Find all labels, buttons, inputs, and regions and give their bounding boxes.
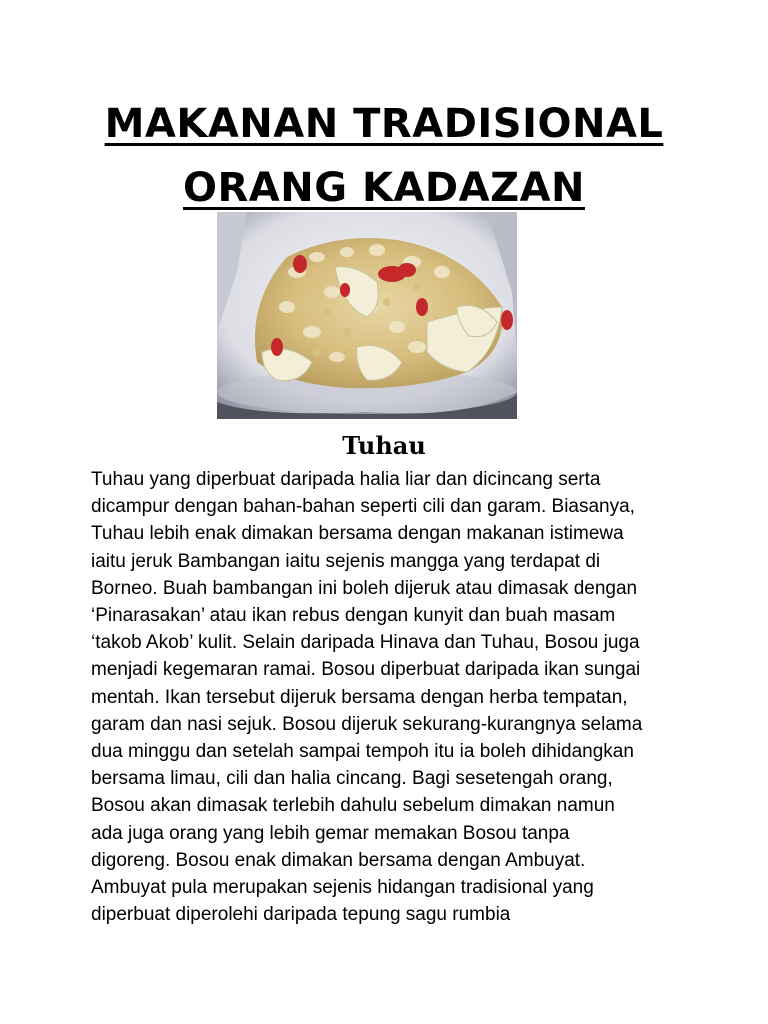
food-photo-illustration (217, 212, 517, 419)
image-caption: Tuhau (342, 431, 426, 460)
body-line: ‘Pinarasakan’ atau ikan rebus dengan kunyit dan buah masam (91, 605, 616, 627)
body-paragraph (91, 466, 691, 928)
body-line: ada juga orang yang lebih gemar memakan Bosou tanpa (91, 822, 570, 844)
title-line-2: ORANG KADAZAN (182, 165, 586, 211)
body-line: mentah. Ikan tersebut dijeruk bersama dengan herba tempatan, (91, 686, 628, 708)
body-line: Ambuyat pula merupakan sejenis hidangan tradisional yang (91, 877, 594, 899)
body-line: digoreng. Bosou enak dimakan bersama dengan Ambuyat. (91, 849, 586, 871)
body-line: dicampur dengan bahan-bahan seperti cili dan garam. Biasanya, (91, 496, 635, 518)
body-line: Bosou akan dimasak terlebih dahulu sebelum dimakan namun (91, 795, 615, 817)
body-line: Tuhau lebih enak dimakan bersama dengan makanan istimewa (91, 523, 624, 545)
body-line: ‘takob Akob’ kulit. Selain daripada Hinava dan Tuhau, Bosou juga (91, 632, 640, 654)
body-line: Tuhau yang diperbuat daripada halia liar dan dicincang serta (91, 469, 601, 490)
body-line: garam dan nasi sejuk. Bosou dijeruk sekurang-kurangnya selama (91, 713, 643, 735)
body-line: Borneo. Buah bambangan ini boleh dijeruk atau dimasak dengan (91, 577, 638, 599)
body-line: menjadi kegemaran ramai. Bosou diperbuat daripada ikan sungai (91, 659, 641, 681)
food-photo (217, 212, 517, 419)
body-line: bersama limau, cili dan halia cincang. Bagi sesetengah orang, (91, 768, 613, 790)
body-line: iaitu jeruk Bambangan iaitu sejenis mangga yang terdapat di (91, 550, 601, 572)
title-line-1: MAKANAN TRADISIONAL (104, 101, 664, 147)
body-line: diperbuat diperolehi daripada tepung sagu rumbia (91, 904, 511, 926)
body-line: dua minggu dan setelah sampai tempoh itu ia boleh dihidangkan (91, 741, 634, 763)
document-title (0, 92, 768, 220)
